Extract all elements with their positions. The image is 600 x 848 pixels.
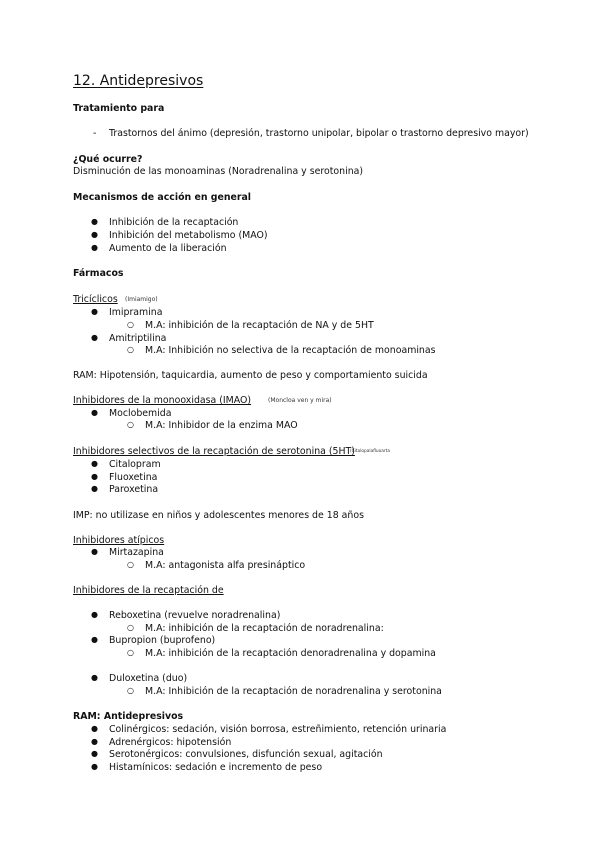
drug-mechanism: M.A: inhibición de la recaptación denoradrenalina y dopamina: [145, 648, 436, 659]
mecanismo-item: Aumento de la liberación: [109, 243, 227, 254]
drug-name: Moclobemida: [109, 408, 172, 419]
bullet: ●: [91, 635, 98, 644]
bullet: ●: [91, 547, 98, 556]
drug-name: Reboxetina (revuelve noradrenalina): [109, 610, 281, 621]
que-ocurre-text: Disminución de las monoaminas (Noradrenalina y serotonina): [73, 166, 364, 177]
drug-name: Bupropion (buprofeno): [109, 635, 216, 646]
drug-name: Paroxetina: [109, 484, 159, 495]
bullet: ●: [91, 737, 98, 746]
ram-item: Colinérgicos: sedación, visión borrosa, estreñimiento, retención urinaria: [109, 724, 447, 735]
imao-heading: Inhibidores de la monooxidasa (IMAO): [73, 395, 252, 406]
drug-name: Amitriptilina: [109, 333, 167, 344]
drug-mechanism: M.A: Inhibición de la recaptación de noradrenalina y serotonina: [145, 686, 442, 697]
drug-mechanism: M.A: inhibición de la recaptación de noradrenalina:: [145, 623, 384, 634]
drug-mechanism: M.A: antagonista alfa presináptico: [145, 560, 306, 571]
imp-text: IMP: no utilizase en niños y adolescentes menores de 18 años: [73, 510, 364, 521]
ram-item: Adrenérgicos: hipotensión: [109, 737, 232, 748]
sub-bullet: ○: [127, 648, 134, 657]
isrs-note: (Citalopalafluoarta: [350, 449, 390, 454]
bullet: ●: [91, 217, 98, 226]
drug-mechanism: M.A: Inhibición no selectiva de la recaptación de monoaminas: [145, 345, 436, 356]
bullet: ●: [91, 230, 98, 239]
atipicos-heading: Inhibidores atípicos: [73, 535, 165, 546]
mecanismos-heading: Mecanismos de acción en general: [73, 192, 252, 203]
ram-triciclicos: RAM: Hipotensión, taquicardia, aumento de peso y comportamiento suicida: [73, 370, 428, 381]
ram-item: Serotonérgicos: convulsiones, disfunción sexual, agitación: [109, 749, 383, 760]
bullet: ●: [91, 307, 98, 316]
bullet: ●: [91, 459, 98, 468]
sub-bullet: ○: [127, 623, 134, 632]
bullet: ●: [91, 484, 98, 493]
farmacos-heading: Fármacos: [73, 268, 124, 279]
drug-name: Fluoxetina: [109, 472, 158, 483]
isrs-heading: Inhibidores selectivos de la recaptación de serotonina (5HT): [73, 446, 355, 457]
mecanismo-item: Inhibición del metabolismo (MAO): [109, 230, 268, 241]
bullet: ●: [91, 408, 98, 417]
sub-bullet: ○: [127, 420, 134, 429]
que-ocurre-heading: ¿Qué ocurre?: [73, 154, 143, 165]
sub-bullet: ○: [127, 560, 134, 569]
sub-bullet: ○: [127, 320, 134, 329]
drug-name: Mirtazapina: [109, 547, 164, 558]
drug-mechanism: M.A: Inhibidor de la enzima MAO: [145, 420, 298, 431]
bullet: ●: [91, 673, 98, 682]
bullet: ●: [91, 762, 98, 771]
drug-name: Imipramina: [109, 307, 163, 318]
triciclicos-note: (Imiamigo): [125, 296, 158, 303]
tratamiento-item: Trastornos del ánimo (depresión, trastorno unipolar, bipolar o trastorno depresivo mayor): [109, 128, 529, 139]
tratamiento-heading: Tratamiento para: [73, 103, 165, 114]
sub-bullet: ○: [127, 345, 134, 354]
ram-antidepresivos-heading: RAM: Antidepresivos: [73, 711, 184, 722]
drug-name: Duloxetina (duo): [109, 673, 188, 684]
bullet: ●: [91, 333, 98, 342]
mecanismo-item: Inhibición de la recaptación: [109, 217, 239, 228]
bullet: ●: [91, 243, 98, 252]
drug-name: Citalopram: [109, 459, 161, 470]
ram-item: Histamínicos: sedación e incremento de peso: [109, 762, 323, 773]
page-title: 12. Antidepresivos: [73, 73, 204, 89]
bullet: ●: [91, 472, 98, 481]
triciclicos-heading: Tricíclicos: [73, 294, 118, 305]
recaptacion-heading: Inhibidores de la recaptación de: [73, 585, 224, 596]
sub-bullet: ○: [127, 686, 134, 695]
drug-mechanism: M.A: inhibición de la recaptación de NA y de 5HT: [145, 320, 374, 331]
bullet: ●: [91, 724, 98, 733]
bullet: ●: [91, 749, 98, 758]
bullet: ●: [91, 610, 98, 619]
imao-note: (Moncloa ven y mira): [268, 397, 332, 404]
dash-bullet: -: [93, 128, 97, 139]
